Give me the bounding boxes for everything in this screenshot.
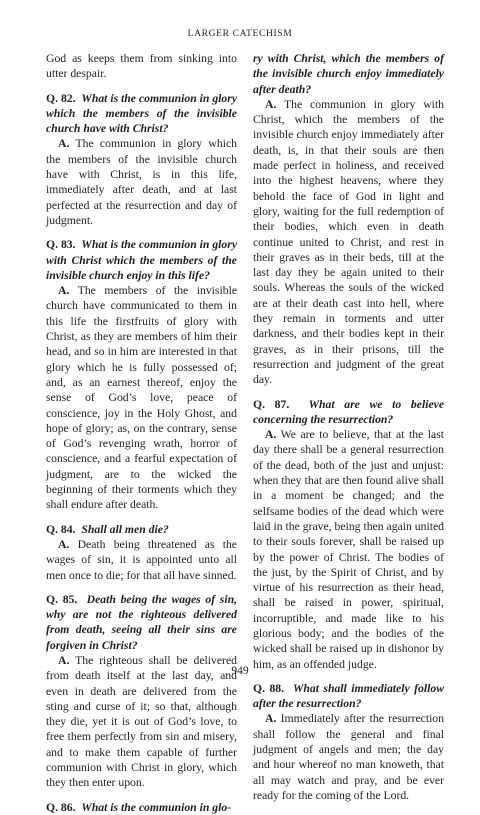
question-text: What shall immediately follow after the resurrection? (253, 681, 444, 711)
question-number: Q. 83. (46, 238, 76, 252)
question-number: Q. 88. (253, 681, 285, 695)
answer-88 (253, 711, 444, 803)
answer-text: Immediately after the resurrection shall follow the general and final judgment of angels and men; the day and hour whereof no man knoweth, that all may watch and pray, and be ever ready for the coming of the Lord. (253, 712, 444, 802)
answer-text: The communion in glory which the members of the invisible church have with Christ, is in this life, immediately after death, and at last perfected at the resurrection and day of judgment. (46, 137, 237, 227)
running-head: LARGER CATECHISM (187, 28, 293, 39)
answer-text: The members of the invisible church have communicated to them in this life the firstfruits of glory with Christ, as they are members of him their head, and so in him are interested in that glory which he is fully possessed of; and, as an earnest thereof, enjoy the sense of God’s love, peace of conscience, joy in the Holy Ghost, and hope of glory; as, on the contrary, sense of God’s revenging wrath, horror of conscience, and a fearful expectation of judgment, are to the wicked the beginning of their torments which they shall endure after death. (46, 284, 238, 512)
question-text: What is the communion in glo- (81, 800, 232, 814)
question-87 (253, 397, 444, 428)
answer-label: A. (265, 428, 277, 442)
question-text: Death being the wages of sin, why are not the righteous delivered from death, seeing all their sins are forgiven in Christ? (46, 592, 238, 652)
question-text: What is the communion in glory with Christ which the members of the invisible church enjoy in this life? (46, 238, 238, 282)
answer-83 (46, 283, 237, 512)
question-number: Q. 86. (46, 800, 76, 814)
answer-label: A. (58, 653, 70, 667)
question-86-end (253, 51, 444, 97)
question-85 (46, 592, 237, 653)
question-text: ry with Christ, which the members of the invisible church enjoy immediately after death? (253, 52, 444, 96)
question-86-start (46, 800, 237, 815)
left-column (46, 51, 237, 815)
answer-label: A. (58, 284, 70, 298)
question-number: Q. 84. (46, 522, 76, 536)
answer-label: A. (58, 537, 70, 551)
continuation-text: God as keeps them from sinking into utter despair. (46, 52, 237, 81)
answer-label: A. (265, 712, 277, 726)
question-number: Q. 85. (46, 592, 78, 606)
answer-87 (253, 427, 444, 672)
answer-86 (253, 97, 444, 388)
page-number: 949 (231, 665, 249, 677)
question-text: What is the communion in glory which the members of the invisible church have with Christ? (46, 91, 238, 136)
question-82 (46, 91, 237, 137)
question-text: Shall all men die? (81, 522, 169, 536)
answer-text: Death being threatened as the wages of sin, it is appointed unto all men once to die; for that all have sinned. (46, 537, 237, 582)
question-88 (253, 681, 444, 712)
answer-label: A. (265, 97, 277, 111)
question-number: Q. 82. (46, 91, 76, 105)
question-number: Q. 87. (253, 397, 290, 411)
question-text: What are we to believe concerning the resurrection? (253, 397, 445, 426)
answer-82 (46, 136, 237, 228)
question-84 (46, 522, 237, 537)
answer-label: A. (58, 137, 70, 151)
answer-84 (46, 537, 237, 583)
right-column (253, 51, 444, 803)
answer-text: We are to believe, that at the last day there shall be a general resurrection of the dead, both of the just and unjust: when they that are then found alive shall in a moment be changed; and the selfsame bodies of the dead which were laid in the grave, being then again united to their souls forever, shall be raised up by the power of Christ. The bodies of the just, by the Spirit of Christ, and by virtue of his resurrection as their head, shall be raised in power, spiritual, incorruptible, and made like to his glorious body; and the bodies of the wicked shall be raised up in dishonor by him, as an offended judge. (253, 428, 444, 671)
answer-text: The righteous shall be delivered from death itself at the last day, and even in death are delivered from the sting and curse of it; so that, although they die, yet it is out of God’s love, to free them perfectly from sin and misery, and to make them capable of further communion with Christ in glory, which they then enter upon. (46, 653, 237, 790)
answer-text: The communion in glory with Christ, which the members of the invisible church enjoy immediately after death, is, in that their souls are then made perfect in holiness, and received into the highest heavens, where they behold the face of God in light and glory, waiting for the full redemption of their bodies, which even in death continue united to Christ, and rest in their graves as in their beds, till at the last day they be again united to their souls. Whereas the souls of the wicked are at their death cast into hell, where they remain in torments and utter darkness, and their bodies kept in their graves, as in their prisons, till the resurrection and judgment of the great day. (253, 97, 445, 387)
question-83 (46, 237, 237, 283)
